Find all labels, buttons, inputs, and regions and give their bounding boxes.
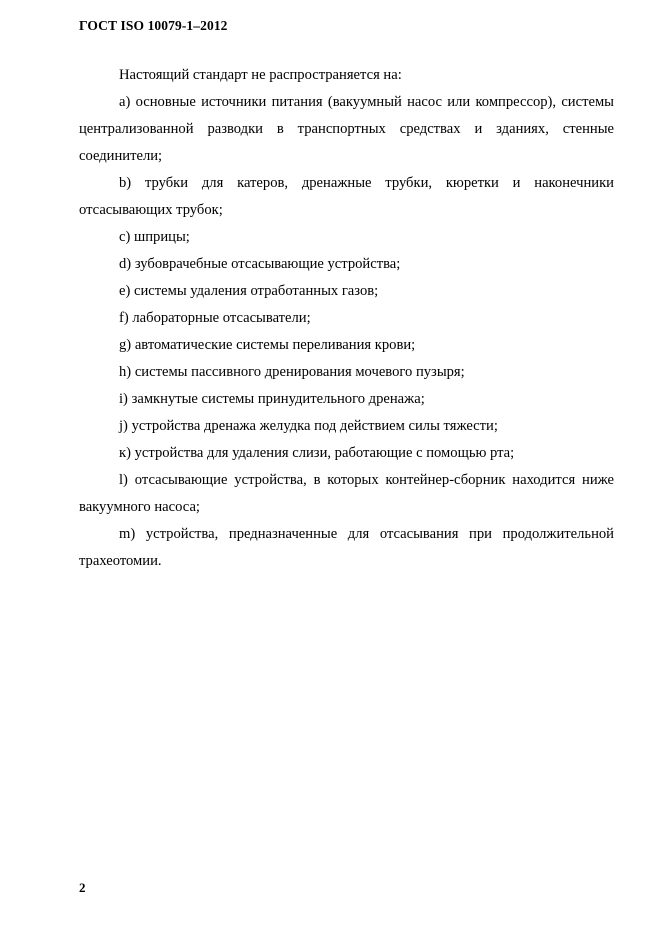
list-item-label: f) — [119, 310, 129, 326]
list-item-h — [79, 359, 614, 386]
list-item-text: устройства дренажа желудка под действием силы тяжести; — [131, 418, 498, 434]
document-body — [79, 62, 614, 575]
list-item-label: к) — [119, 445, 131, 461]
list-item-text: зубоврачебные отсасывающие устройства; — [134, 256, 401, 272]
list-item-text: устройства, предназначенные для отсасывания при продолжительной трахеотомии. — [79, 526, 614, 569]
list-item-text: отсасывающие устройства, в которых контейнер-сборник находится ниже вакуумного насоса; — [79, 472, 615, 515]
list-item-b — [79, 170, 614, 224]
list-item-text: замкнутые системы принудительного дренажа; — [131, 391, 425, 407]
list-item-label: l) — [119, 472, 128, 488]
list-item-a — [79, 89, 614, 170]
list-item-f — [79, 305, 614, 332]
list-item-j — [79, 413, 614, 440]
list-item-label: g) — [119, 337, 132, 353]
list-item-g — [79, 332, 614, 359]
list-item-i — [79, 386, 614, 413]
standard-header: ГОСТ ISO 10079-1–2012 — [79, 18, 228, 33]
list-item-label: c) — [119, 229, 131, 245]
list-item-label: d) — [119, 256, 132, 272]
list-item-e — [79, 278, 614, 305]
list-item-k — [79, 440, 614, 467]
list-item-text: шприцы; — [134, 229, 190, 245]
list-item-text: лабораторные отсасыватели; — [132, 310, 311, 326]
list-item-text: устройства для удаления слизи, работающие с помощью рта; — [134, 445, 515, 461]
list-item-label: b) — [119, 175, 132, 191]
list-item-text: основные источники питания (вакуумный насос или компрессор), системы централизованной разводки в транспортных средствах и зданиях, стенные соединители; — [79, 94, 614, 164]
list-item-label: i) — [119, 391, 128, 407]
list-item-text: системы пассивного дренирования мочевого пузыря; — [134, 364, 465, 380]
list-item-label: e) — [119, 283, 131, 299]
page-number: 2 — [79, 880, 86, 895]
list-item-text: трубки для катеров, дренажные трубки, кюретки и наконечники отсасывающих трубок; — [79, 175, 614, 218]
list-item-text: системы удаления отработанных газов; — [134, 283, 379, 299]
list-item-c — [79, 224, 614, 251]
list-item-label: m) — [119, 526, 136, 542]
list-item-d — [79, 251, 614, 278]
list-item-l — [79, 467, 614, 521]
list-item-m — [79, 521, 614, 575]
list-item-label: a) — [119, 94, 131, 110]
list-item-label: h) — [119, 364, 132, 380]
intro-paragraph: Настоящий стандарт не распространяется на: — [119, 67, 402, 83]
list-item-text: автоматические системы переливания крови; — [134, 337, 416, 353]
list-item-label: j) — [119, 418, 128, 434]
